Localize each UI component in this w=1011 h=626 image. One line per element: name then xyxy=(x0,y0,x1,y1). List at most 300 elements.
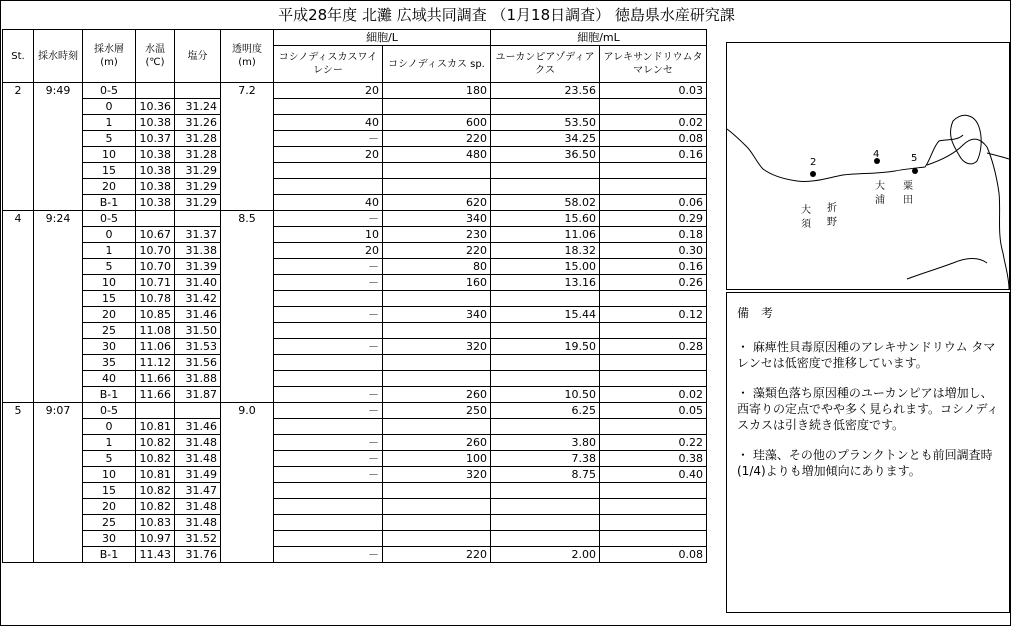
cell-time xyxy=(34,483,83,499)
cell-alexandrium xyxy=(600,371,707,387)
cell-time xyxy=(34,99,83,115)
cell-salinity: 31.28 xyxy=(175,147,221,163)
cell-time xyxy=(34,131,83,147)
cell-salinity: 31.48 xyxy=(175,515,221,531)
table-row xyxy=(3,387,707,403)
cell-coscinodiscus-sp xyxy=(383,499,491,515)
cell-salinity: 31.42 xyxy=(175,291,221,307)
cell-temp: 11.06 xyxy=(136,339,175,355)
cell-station: 4 xyxy=(3,211,34,227)
cell-transparency xyxy=(221,259,274,275)
cell-coscinodiscus-sp xyxy=(383,323,491,339)
cell-alexandrium xyxy=(600,291,707,307)
station-2-marker xyxy=(810,171,816,177)
cell-alexandrium xyxy=(600,99,707,115)
col-header-species-wailesii: コシノディスカスワイレシー xyxy=(274,46,383,83)
cell-time xyxy=(34,275,83,291)
cell-station xyxy=(3,435,34,451)
cell-transparency xyxy=(221,323,274,339)
cell-salinity: 31.40 xyxy=(175,275,221,291)
cell-time: 9:49 xyxy=(34,83,83,99)
cell-coscinodiscus-sp: 320 xyxy=(383,467,491,483)
table-row xyxy=(3,435,707,451)
cell-temp xyxy=(136,403,175,419)
place-label-osu-1: 大 xyxy=(801,205,811,216)
col-header-salinity: 塩分 xyxy=(175,30,221,83)
cell-eucampia: 6.25 xyxy=(491,403,600,419)
cell-eucampia: 15.00 xyxy=(491,259,600,275)
cell-coscinodiscus-sp: 160 xyxy=(383,275,491,291)
cell-depth: 25 xyxy=(83,323,136,339)
cell-transparency xyxy=(221,483,274,499)
col-header-transparency: 透明度(m) xyxy=(221,30,274,83)
cell-transparency xyxy=(221,435,274,451)
cell-time xyxy=(34,419,83,435)
cell-eucampia: 58.02 xyxy=(491,195,600,211)
cell-alexandrium xyxy=(600,179,707,195)
cell-station xyxy=(3,179,34,195)
cell-salinity: 31.47 xyxy=(175,483,221,499)
table-row xyxy=(3,227,707,243)
cell-time xyxy=(34,243,83,259)
coastline-map xyxy=(727,43,1009,289)
cell-transparency xyxy=(221,419,274,435)
cell-time xyxy=(34,467,83,483)
cell-coscinodiscus-sp: 220 xyxy=(383,243,491,259)
place-label-osu-2: 須 xyxy=(801,219,811,230)
cell-transparency xyxy=(221,339,274,355)
cell-transparency xyxy=(221,547,274,563)
cell-temp: 10.82 xyxy=(136,483,175,499)
cell-time xyxy=(34,339,83,355)
cell-alexandrium: 0.08 xyxy=(600,131,707,147)
cell-time xyxy=(34,115,83,131)
cell-eucampia: 7.38 xyxy=(491,451,600,467)
place-label-awata-1: 粟 xyxy=(903,181,913,192)
cell-eucampia xyxy=(491,419,600,435)
cell-coscinodiscus-sp: 260 xyxy=(383,435,491,451)
cell-time xyxy=(34,307,83,323)
cell-depth: 1 xyxy=(83,115,136,131)
cell-station xyxy=(3,467,34,483)
col-header-temp: 水温(℃) xyxy=(136,30,175,83)
cell-eucampia xyxy=(491,323,600,339)
cell-salinity: 31.53 xyxy=(175,339,221,355)
cell-salinity: 31.29 xyxy=(175,163,221,179)
cell-salinity: 31.29 xyxy=(175,195,221,211)
table-row xyxy=(3,467,707,483)
cell-wailesii xyxy=(274,499,383,515)
cell-wailesii: － xyxy=(274,403,383,419)
cell-wailesii xyxy=(274,371,383,387)
cell-time xyxy=(34,195,83,211)
cell-station xyxy=(3,323,34,339)
report-title: 平成28年度 北灘 広域共同調査 （1月18日調査） 徳島県水産研究課 xyxy=(278,6,735,24)
table-row xyxy=(3,307,707,323)
cell-alexandrium xyxy=(600,483,707,499)
cell-salinity: 31.48 xyxy=(175,499,221,515)
cell-station xyxy=(3,419,34,435)
cell-time xyxy=(34,179,83,195)
cell-time xyxy=(34,451,83,467)
cell-coscinodiscus-sp: 80 xyxy=(383,259,491,275)
cell-temp: 10.81 xyxy=(136,419,175,435)
table-row xyxy=(3,147,707,163)
cell-time xyxy=(34,259,83,275)
cell-wailesii xyxy=(274,163,383,179)
remarks-box xyxy=(726,292,1010,613)
cell-alexandrium xyxy=(600,499,707,515)
cell-salinity xyxy=(175,83,221,99)
cell-alexandrium: 0.30 xyxy=(600,243,707,259)
cell-wailesii: － xyxy=(274,307,383,323)
cell-time xyxy=(34,435,83,451)
cell-temp: 10.85 xyxy=(136,307,175,323)
cell-transparency xyxy=(221,115,274,131)
table-row xyxy=(3,163,707,179)
cell-transparency xyxy=(221,131,274,147)
table-row xyxy=(3,291,707,307)
cell-coscinodiscus-sp xyxy=(383,483,491,499)
cell-coscinodiscus-sp xyxy=(383,163,491,179)
table-row xyxy=(3,451,707,467)
cell-alexandrium: 0.02 xyxy=(600,387,707,403)
col-header-depth: 採水層(m) xyxy=(83,30,136,83)
cell-depth: 10 xyxy=(83,147,136,163)
cell-eucampia: 8.75 xyxy=(491,467,600,483)
cell-station xyxy=(3,307,34,323)
cell-station xyxy=(3,499,34,515)
cell-eucampia xyxy=(491,531,600,547)
cell-temp: 11.66 xyxy=(136,387,175,403)
cell-depth: 10 xyxy=(83,467,136,483)
cell-temp: 10.82 xyxy=(136,451,175,467)
cell-salinity: 31.46 xyxy=(175,307,221,323)
col-header-station: St. xyxy=(3,30,34,83)
place-label-orino-1: 折 xyxy=(827,203,837,214)
remark-item: ・ 珪藻、その他のプランクトンとも前回調査時(1/4)よりも増加傾向にあります。 xyxy=(737,448,993,478)
table-row xyxy=(3,275,707,291)
cell-transparency xyxy=(221,195,274,211)
cell-wailesii: － xyxy=(274,259,383,275)
cell-station xyxy=(3,163,34,179)
cell-temp xyxy=(136,211,175,227)
cell-temp: 10.38 xyxy=(136,147,175,163)
cell-depth: 5 xyxy=(83,131,136,147)
cell-transparency xyxy=(221,227,274,243)
cell-transparency xyxy=(221,275,274,291)
cell-transparency: 7.2 xyxy=(221,83,274,99)
cell-salinity: 31.88 xyxy=(175,371,221,387)
cell-salinity: 31.52 xyxy=(175,531,221,547)
remark-item: ・ 麻痺性貝毒原因種のアレキサンドリウム タマレンセは低密度で推移しています。 xyxy=(737,340,996,370)
cell-wailesii: － xyxy=(274,467,383,483)
cell-coscinodiscus-sp: 100 xyxy=(383,451,491,467)
cell-alexandrium xyxy=(600,419,707,435)
cell-station xyxy=(3,547,34,563)
cell-temp: 10.38 xyxy=(136,163,175,179)
cell-depth: 0 xyxy=(83,419,136,435)
table-row xyxy=(3,259,707,275)
cell-transparency xyxy=(221,243,274,259)
cell-temp: 10.70 xyxy=(136,259,175,275)
cell-coscinodiscus-sp: 250 xyxy=(383,403,491,419)
cell-salinity: 31.38 xyxy=(175,243,221,259)
cell-coscinodiscus-sp: 480 xyxy=(383,147,491,163)
station-map xyxy=(726,42,1010,290)
cell-depth: 5 xyxy=(83,451,136,467)
table-row xyxy=(3,419,707,435)
table-row xyxy=(3,339,707,355)
cell-temp xyxy=(136,83,175,99)
cell-transparency xyxy=(221,99,274,115)
cell-coscinodiscus-sp: 230 xyxy=(383,227,491,243)
table-row xyxy=(3,547,707,563)
cell-station xyxy=(3,355,34,371)
cell-eucampia xyxy=(491,499,600,515)
cell-wailesii xyxy=(274,99,383,115)
cell-temp: 11.08 xyxy=(136,323,175,339)
cell-alexandrium: 0.26 xyxy=(600,275,707,291)
cell-depth: 0 xyxy=(83,99,136,115)
cell-station: 5 xyxy=(3,403,34,419)
cell-time xyxy=(34,291,83,307)
cell-station xyxy=(3,147,34,163)
cell-salinity: 31.26 xyxy=(175,115,221,131)
cell-time xyxy=(34,147,83,163)
cell-salinity: 31.49 xyxy=(175,467,221,483)
cell-temp: 10.36 xyxy=(136,99,175,115)
cell-depth: 0-5 xyxy=(83,403,136,419)
cell-wailesii: － xyxy=(274,451,383,467)
cell-depth: 35 xyxy=(83,355,136,371)
cell-eucampia xyxy=(491,163,600,179)
cell-alexandrium: 0.40 xyxy=(600,467,707,483)
cell-alexandrium xyxy=(600,355,707,371)
cell-alexandrium: 0.06 xyxy=(600,195,707,211)
cell-alexandrium: 0.16 xyxy=(600,147,707,163)
cell-alexandrium: 0.28 xyxy=(600,339,707,355)
cell-eucampia: 18.32 xyxy=(491,243,600,259)
cell-depth: 10 xyxy=(83,275,136,291)
cell-coscinodiscus-sp: 180 xyxy=(383,83,491,99)
cell-transparency: 9.0 xyxy=(221,403,274,419)
cell-wailesii: － xyxy=(274,275,383,291)
cell-depth: 15 xyxy=(83,291,136,307)
cell-alexandrium: 0.02 xyxy=(600,115,707,131)
table-row xyxy=(3,403,707,419)
cell-transparency: 8.5 xyxy=(221,211,274,227)
cell-time xyxy=(34,499,83,515)
station-4-label: 4 xyxy=(873,149,880,160)
cell-transparency xyxy=(221,499,274,515)
table-row xyxy=(3,195,707,211)
cell-eucampia: 3.80 xyxy=(491,435,600,451)
cell-temp: 10.97 xyxy=(136,531,175,547)
cell-temp: 10.83 xyxy=(136,515,175,531)
cell-coscinodiscus-sp xyxy=(383,99,491,115)
cell-salinity: 31.50 xyxy=(175,323,221,339)
cell-station xyxy=(3,243,34,259)
cell-wailesii: 40 xyxy=(274,115,383,131)
cell-wailesii xyxy=(274,179,383,195)
cell-station xyxy=(3,259,34,275)
cell-coscinodiscus-sp xyxy=(383,531,491,547)
cell-salinity: 31.48 xyxy=(175,435,221,451)
cell-eucampia xyxy=(491,515,600,531)
cell-transparency xyxy=(221,163,274,179)
cell-temp: 10.38 xyxy=(136,115,175,131)
cell-station xyxy=(3,515,34,531)
table-row xyxy=(3,499,707,515)
cell-wailesii xyxy=(274,483,383,499)
cell-alexandrium xyxy=(600,163,707,179)
cell-alexandrium: 0.29 xyxy=(600,211,707,227)
cell-eucampia xyxy=(491,99,600,115)
cell-transparency xyxy=(221,291,274,307)
cell-temp: 10.37 xyxy=(136,131,175,147)
cell-time xyxy=(34,387,83,403)
cell-wailesii: － xyxy=(274,131,383,147)
cell-depth: 30 xyxy=(83,339,136,355)
coastline-south xyxy=(727,129,963,181)
cell-depth: 1 xyxy=(83,435,136,451)
cell-transparency xyxy=(221,515,274,531)
table-row xyxy=(3,371,707,387)
cell-salinity: 31.56 xyxy=(175,355,221,371)
cell-alexandrium: 0.08 xyxy=(600,547,707,563)
cell-eucampia: 34.25 xyxy=(491,131,600,147)
cell-station xyxy=(3,115,34,131)
table-row xyxy=(3,99,707,115)
cell-time xyxy=(34,323,83,339)
cell-transparency xyxy=(221,355,274,371)
cell-eucampia: 13.16 xyxy=(491,275,600,291)
cell-station xyxy=(3,451,34,467)
cell-depth: 20 xyxy=(83,179,136,195)
cell-alexandrium: 0.12 xyxy=(600,307,707,323)
cell-depth: 25 xyxy=(83,515,136,531)
cell-depth: B-1 xyxy=(83,195,136,211)
cell-wailesii: － xyxy=(274,435,383,451)
cell-eucampia: 10.50 xyxy=(491,387,600,403)
cell-transparency xyxy=(221,451,274,467)
table-body xyxy=(3,83,707,563)
cell-wailesii: 20 xyxy=(274,83,383,99)
cell-salinity: 31.24 xyxy=(175,99,221,115)
table-row xyxy=(3,483,707,499)
cell-eucampia xyxy=(491,291,600,307)
cell-alexandrium: 0.05 xyxy=(600,403,707,419)
cell-temp: 10.78 xyxy=(136,291,175,307)
cell-alexandrium xyxy=(600,515,707,531)
cell-time: 9:07 xyxy=(34,403,83,419)
cell-coscinodiscus-sp: 340 xyxy=(383,307,491,323)
place-label-awata-2: 田 xyxy=(903,195,913,206)
table-row xyxy=(3,83,707,99)
cell-transparency xyxy=(221,531,274,547)
cell-time: 9:24 xyxy=(34,211,83,227)
cell-coscinodiscus-sp: 600 xyxy=(383,115,491,131)
cell-wailesii xyxy=(274,323,383,339)
cell-temp: 10.82 xyxy=(136,435,175,451)
cell-salinity: 31.48 xyxy=(175,451,221,467)
cell-wailesii: － xyxy=(274,547,383,563)
cell-temp: 10.38 xyxy=(136,179,175,195)
cell-time xyxy=(34,547,83,563)
survey-table xyxy=(2,29,707,563)
cell-salinity xyxy=(175,211,221,227)
cell-eucampia: 36.50 xyxy=(491,147,600,163)
cell-temp: 11.66 xyxy=(136,371,175,387)
coastline-east xyxy=(927,139,1009,289)
cell-depth: B-1 xyxy=(83,547,136,563)
cell-wailesii: － xyxy=(274,387,383,403)
col-header-time: 採水時刻 xyxy=(34,30,83,83)
cell-station xyxy=(3,99,34,115)
cell-eucampia: 23.56 xyxy=(491,83,600,99)
cell-coscinodiscus-sp xyxy=(383,371,491,387)
cell-coscinodiscus-sp: 220 xyxy=(383,131,491,147)
station-5-marker xyxy=(912,168,918,174)
cell-alexandrium: 0.38 xyxy=(600,451,707,467)
cell-coscinodiscus-sp: 620 xyxy=(383,195,491,211)
cell-depth: 0 xyxy=(83,227,136,243)
cell-temp: 10.71 xyxy=(136,275,175,291)
cell-wailesii xyxy=(274,291,383,307)
cell-station xyxy=(3,227,34,243)
cell-depth: 20 xyxy=(83,499,136,515)
cell-time xyxy=(34,227,83,243)
cell-salinity: 31.28 xyxy=(175,131,221,147)
cell-coscinodiscus-sp: 320 xyxy=(383,339,491,355)
cell-alexandrium: 0.16 xyxy=(600,259,707,275)
cell-temp: 11.12 xyxy=(136,355,175,371)
cell-salinity: 31.76 xyxy=(175,547,221,563)
cell-station xyxy=(3,291,34,307)
col-header-species-alexandrium: アレキサンドリウムタマレンセ xyxy=(600,46,707,83)
table-row xyxy=(3,355,707,371)
cell-depth: 0-5 xyxy=(83,211,136,227)
cell-time xyxy=(34,371,83,387)
cell-eucampia: 15.60 xyxy=(491,211,600,227)
unit-header-per-l: 細胞/L xyxy=(274,30,491,46)
cell-eucampia xyxy=(491,371,600,387)
cell-transparency xyxy=(221,387,274,403)
table-row xyxy=(3,211,707,227)
cell-coscinodiscus-sp xyxy=(383,355,491,371)
cell-depth: 1 xyxy=(83,243,136,259)
cell-time xyxy=(34,163,83,179)
cell-time xyxy=(34,355,83,371)
place-label-oura-2: 浦 xyxy=(875,195,885,206)
table-row xyxy=(3,515,707,531)
cell-alexandrium xyxy=(600,531,707,547)
cell-wailesii xyxy=(274,419,383,435)
remark-item: ・ 藻類色落ち原因種のユーカンピアは増加し、西寄りの定点でやや多く見られます。コシノディスカスは引き続き低密度です。 xyxy=(737,386,999,432)
cell-eucampia: 15.44 xyxy=(491,307,600,323)
cell-alexandrium: 0.03 xyxy=(600,83,707,99)
cell-time xyxy=(34,531,83,547)
cell-eucampia: 19.50 xyxy=(491,339,600,355)
cell-station xyxy=(3,387,34,403)
cell-time xyxy=(34,515,83,531)
cell-temp: 10.81 xyxy=(136,467,175,483)
table-row xyxy=(3,323,707,339)
cell-alexandrium xyxy=(600,323,707,339)
cell-temp: 10.38 xyxy=(136,195,175,211)
table-row xyxy=(3,179,707,195)
